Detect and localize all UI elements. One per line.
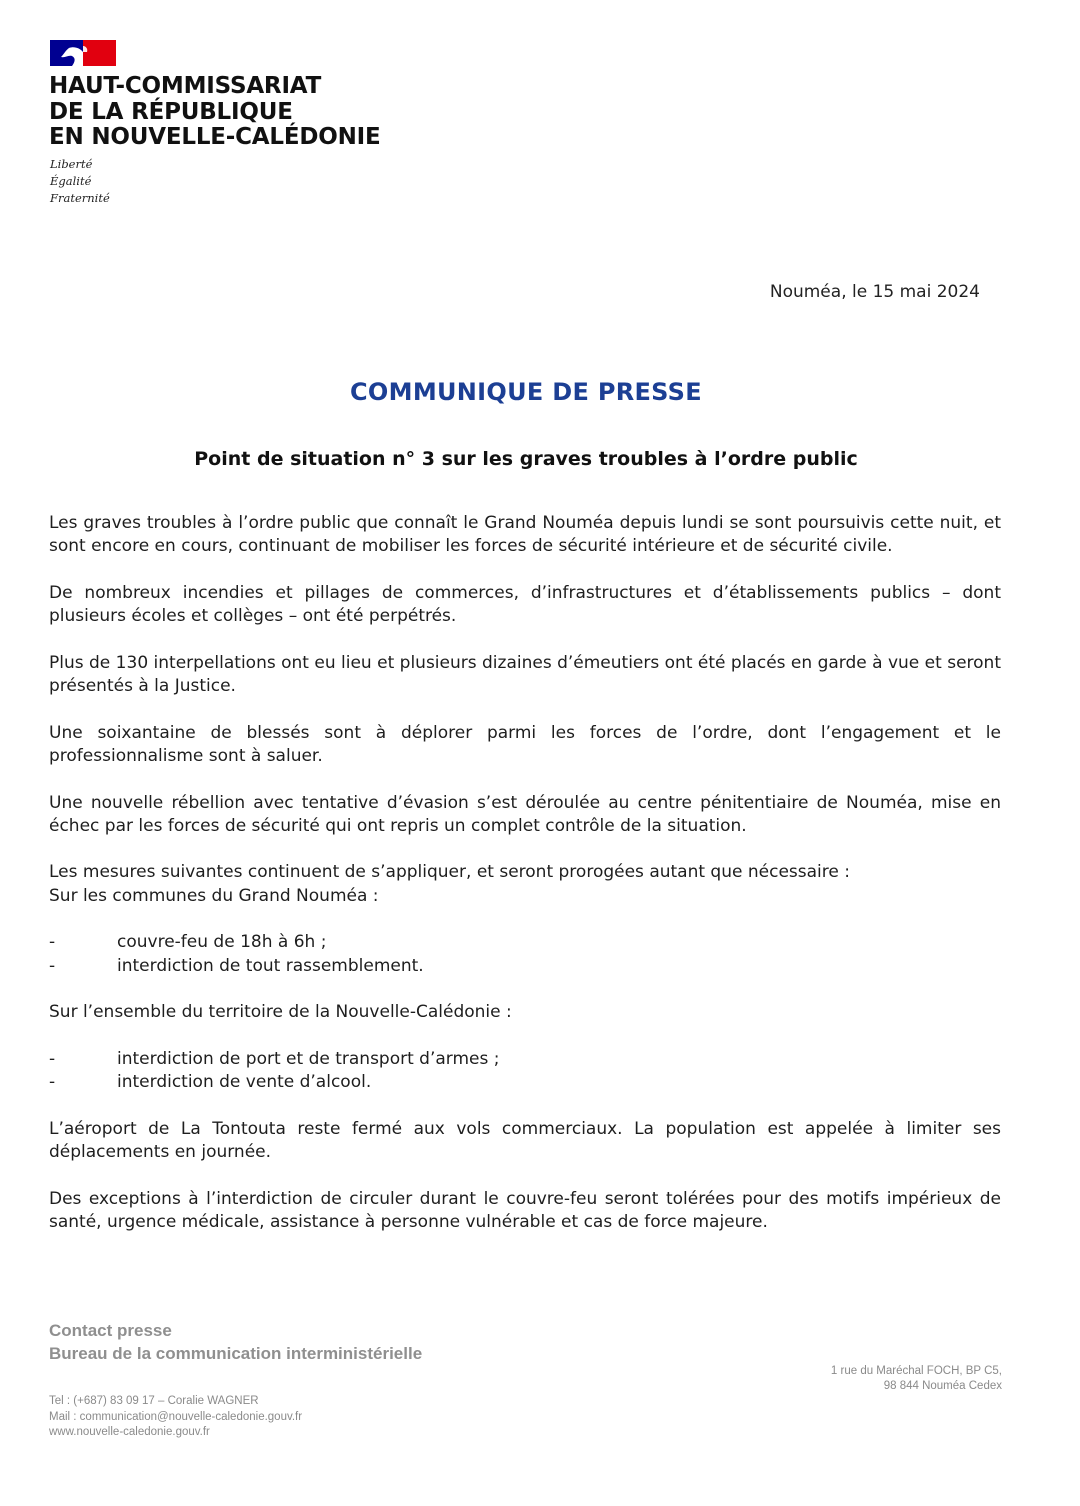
contact-email[interactable]: Mail : communication@nouvelle-caledonie.gouv.fr <box>49 1410 303 1423</box>
paragraph-3: Plus de 130 interpellations ont eu lieu et plusieurs dizaines d’émeutiers ont été placés en garde à vue et seront présentés à la Justice. <box>49 652 1001 697</box>
motto-fraternite: Fraternité <box>50 191 110 205</box>
list-item <box>49 955 1001 978</box>
list-item-text: interdiction de port et de transport d’armes ; <box>117 1048 500 1069</box>
list-item <box>49 1071 1001 1094</box>
list-dash: - <box>49 1072 56 1093</box>
list-item <box>49 931 1001 954</box>
footer-contact-info <box>49 1394 302 1441</box>
address-line-1: 1 rue du Maréchal FOCH, BP C5, <box>830 1365 1002 1377</box>
list-dash: - <box>49 932 56 953</box>
list-dash: - <box>49 1048 56 1069</box>
contact-bureau: Bureau de la communication interministérielle <box>49 1344 423 1363</box>
postal-address <box>831 1364 1002 1394</box>
motto-liberte: Liberté <box>50 157 93 171</box>
paragraph-6b: Sur les communes du Grand Nouméa : <box>49 885 379 906</box>
list-item-text: couvre-feu de 18h à 6h ; <box>117 932 327 953</box>
contact-title: Contact presse <box>49 1321 172 1340</box>
organisation-name <box>49 74 381 151</box>
paragraph-5: Une nouvelle rébellion avec tentative d’évasion s’est déroulée au centre pénitentiaire de Nouméa, mise en échec par les forces de sécurité qui ont repris un complet contrôle de la situation. <box>49 792 1001 836</box>
list-item-text: interdiction de tout rassemblement. <box>117 955 424 976</box>
org-line-2: DE LA RÉPUBLIQUE <box>49 98 293 125</box>
paragraph-6a: Les mesures suivantes continuent de s’appliquer, et seront prorogées autant que nécessaire : <box>49 862 850 883</box>
paragraph-8: L’aéroport de La Tontouta reste fermé aux vols commerciaux. La population est appelée à limiter ses déplacements en journée. <box>49 1118 1001 1163</box>
contact-phone: Tel : (+687) 83 09 17 – Coralie WAGNER <box>49 1395 259 1407</box>
press-contact <box>49 1319 422 1365</box>
date-line: Nouméa, le 15 mai 2024 <box>769 282 980 302</box>
measures-list-territory <box>49 1048 1001 1095</box>
org-line-3: EN NOUVELLE-CALÉDONIE <box>49 124 381 150</box>
measures-list-grand-noumea <box>49 931 1001 978</box>
org-line-1: HAUT-COMMISSARIAT <box>49 73 322 99</box>
document-body <box>49 512 1001 1258</box>
paragraph-1: Les graves troubles à l’ordre public que connaît le Grand Nouméa depuis lundi se sont poursuivis cette nuit, et sont encore en cours, continuant de mobiliser les forces de sécurité intérieure et de sécurité civile. <box>49 513 1001 557</box>
paragraph-2: De nombreux incendies et pillages de commerces, d’infrastructures et d’établissements publics – dont plusieurs écoles et collèges – ont été perpétrés. <box>49 582 1001 627</box>
paragraph-9: Des exceptions à l’interdiction de circuler durant le couvre-feu seront tolérées pour des motifs impérieux de santé, urgence médicale, assistance à personne vulnérable et cas de force majeure. <box>49 1188 1001 1232</box>
list-item <box>49 1048 1001 1071</box>
list-dash: - <box>49 955 56 976</box>
republic-motto <box>50 156 110 207</box>
paragraph-4: Une soixantaine de blessés sont à déplorer parmi les forces de l’ordre, dont l’engagement et le professionnalisme sont à saluer. <box>49 722 1001 766</box>
website-link[interactable]: www.nouvelle-caledonie.gouv.fr <box>49 1426 210 1438</box>
marianne-logo-icon <box>50 40 116 66</box>
motto-egalite: Égalité <box>50 174 92 188</box>
document-subtitle: Point de situation n° 3 sur les graves troubles à l’ordre public <box>194 448 858 470</box>
paragraph-7: Sur l’ensemble du territoire de la Nouvelle-Calédonie : <box>49 1002 512 1023</box>
document-title: COMMUNIQUE DE PRESSE <box>350 378 702 406</box>
address-line-2: 98 844 Nouméa Cedex <box>883 1380 1002 1392</box>
list-item-text: interdiction de vente d’alcool. <box>117 1072 372 1093</box>
